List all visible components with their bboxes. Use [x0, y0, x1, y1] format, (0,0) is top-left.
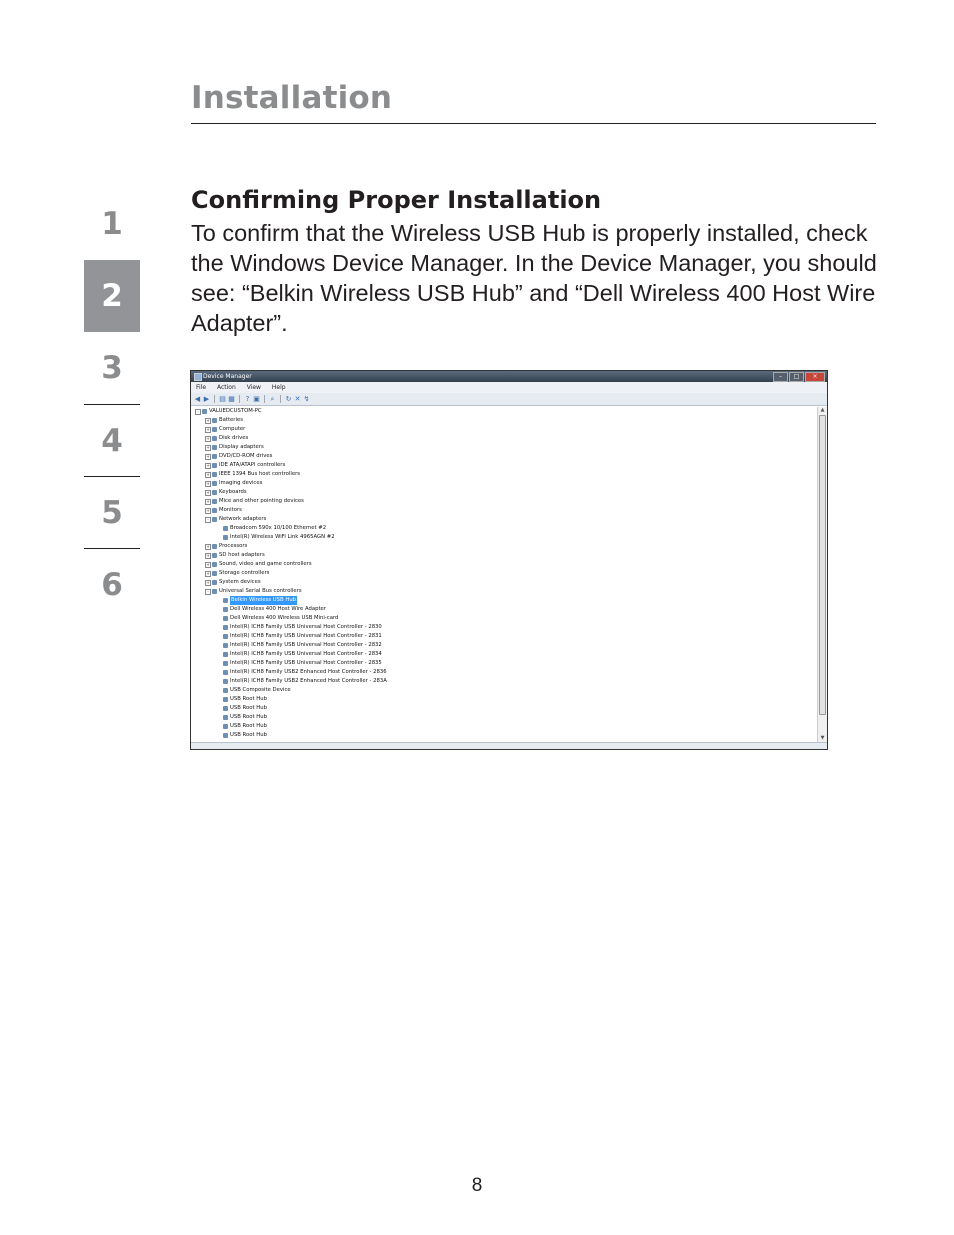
- device-tree: [191, 407, 818, 743]
- expand-icon[interactable]: +: [206, 445, 210, 450]
- tree-item[interactable]: [191, 704, 818, 713]
- tree-item[interactable]: [191, 641, 818, 650]
- expand-icon[interactable]: +: [206, 490, 210, 495]
- tree-item-label: USB Composite Device: [230, 687, 291, 693]
- device-icon: [223, 616, 228, 621]
- device-icon: [223, 697, 228, 702]
- expand-icon[interactable]: +: [206, 508, 210, 513]
- body-paragraph: To confirm that the Wireless USB Hub is properly installed, check the Windows Device Manager. In the Device Manager, you should see: “Belkin Wireless USB Hub” and “Dell Wireless 400 Host Wire Adapter”.: [191, 220, 877, 336]
- back-icon[interactable]: ◀: [194, 394, 201, 403]
- tree-item-label: IDE ATA/ATAPI controllers: [219, 462, 286, 468]
- scan-hardware-icon[interactable]: ⌕: [270, 394, 275, 403]
- tree-item-label: Storage controllers: [219, 570, 270, 576]
- tree-item[interactable]: [191, 569, 818, 578]
- tree-item[interactable]: [191, 416, 818, 425]
- expand-icon[interactable]: +: [206, 499, 210, 504]
- collapse-icon[interactable]: -: [205, 589, 211, 595]
- tree-item[interactable]: [191, 488, 818, 497]
- device-icon: [223, 706, 228, 711]
- device-icon: [212, 436, 217, 441]
- device-icon: [223, 670, 228, 675]
- expand-icon[interactable]: +: [206, 544, 210, 549]
- chapter-tab-3[interactable]: 3: [101, 350, 123, 386]
- device-icon: [212, 571, 217, 576]
- tree-item-label: Sound, video and game controllers: [219, 561, 312, 567]
- tree-item[interactable]: [191, 533, 818, 542]
- device-icon: [223, 733, 228, 738]
- device-icon: [223, 634, 228, 639]
- tree-item-label: USB Root Hub: [230, 696, 267, 702]
- tree-item-label: Universal Serial Bus controllers: [219, 588, 302, 594]
- status-bar: [191, 742, 827, 749]
- tree-item[interactable]: [191, 677, 818, 686]
- show-hidden-icon[interactable]: ▦: [228, 394, 235, 403]
- toolbar-separator: [264, 395, 265, 403]
- device-icon: [212, 481, 217, 486]
- tree-item[interactable]: [191, 506, 818, 515]
- device-icon: [212, 427, 217, 432]
- device-icon: [223, 625, 228, 630]
- tree-item-label: Dell Wireless 400 Host Wire Adapter: [230, 606, 326, 612]
- chapter-nav: [84, 188, 140, 620]
- device-icon: [212, 589, 217, 594]
- device-icon: [223, 724, 228, 729]
- expand-icon[interactable]: +: [206, 418, 210, 423]
- tree-item[interactable]: [191, 452, 818, 461]
- tree-item-label: USB Root Hub: [230, 732, 267, 738]
- tree-item[interactable]: [191, 542, 818, 551]
- tree-item-label: Intel(R) ICH8 Family USB Universal Host Controller - 2832: [230, 642, 382, 648]
- properties-icon[interactable]: ▤: [219, 394, 226, 403]
- tree-item[interactable]: [191, 551, 818, 560]
- tree-item[interactable]: [191, 434, 818, 443]
- device-icon: [202, 409, 207, 414]
- toolbar-separator: [239, 395, 240, 403]
- forward-icon[interactable]: ▶: [203, 394, 210, 403]
- tree-item[interactable]: [191, 560, 818, 569]
- tree-item[interactable]: [191, 524, 818, 533]
- tree-item-label: Disk drives: [219, 435, 249, 441]
- device-icon: [223, 661, 228, 666]
- menu-bar: [191, 382, 827, 393]
- expand-icon[interactable]: +: [206, 427, 210, 432]
- tree-item-label: Keyboards: [219, 489, 247, 495]
- disable-icon[interactable]: ✕: [294, 394, 301, 403]
- device-icon: [223, 679, 228, 684]
- scroll-up-icon[interactable]: ▲: [820, 407, 825, 413]
- tree-item-label: Display adapters: [219, 444, 264, 450]
- device-icon: [223, 607, 228, 612]
- tree-item[interactable]: [191, 479, 818, 488]
- tree-item[interactable]: [191, 668, 818, 677]
- tree-item[interactable]: [191, 407, 818, 416]
- device-icon: [212, 472, 217, 477]
- uninstall-icon[interactable]: ↯: [303, 394, 310, 403]
- title-divider: [191, 123, 876, 124]
- help-icon[interactable]: ?: [245, 394, 250, 403]
- tree-item[interactable]: [191, 443, 818, 452]
- tree-item[interactable]: [191, 497, 818, 506]
- tree-item-label: Intel(R) ICH8 Family USB Universal Host Controller - 2830: [230, 624, 382, 630]
- tree-item-label: Network adapters: [219, 516, 267, 522]
- device-icon: [212, 553, 217, 558]
- tree-item[interactable]: [191, 461, 818, 470]
- expand-icon[interactable]: +: [206, 463, 210, 468]
- chapter-tab-5[interactable]: 5: [84, 476, 140, 548]
- expand-icon[interactable]: +: [206, 454, 210, 459]
- vertical-scrollbar[interactable]: [817, 407, 827, 743]
- tree-item[interactable]: [191, 659, 818, 668]
- chapter-tab-2[interactable]: 2: [84, 260, 140, 332]
- tree-item-label: Intel(R) ICH8 Family USB Universal Host Controller - 2831: [230, 633, 382, 639]
- tree-item-label: USB Root Hub: [230, 705, 267, 711]
- collapse-icon[interactable]: -: [195, 409, 201, 415]
- tree-item-label: Broadcom 590x 10/100 Ethernet #2: [230, 525, 327, 531]
- chapter-tab-1[interactable]: 1: [101, 206, 123, 242]
- device-icon: [212, 418, 217, 423]
- device-manager-screenshot: [190, 370, 828, 750]
- tree-item-label: Computer: [219, 426, 246, 432]
- expand-icon[interactable]: +: [206, 436, 210, 441]
- device-icon: [223, 526, 228, 531]
- update-driver-icon[interactable]: ↻: [285, 394, 292, 403]
- window-title: Device Manager: [203, 373, 252, 380]
- device-icon: [212, 517, 217, 522]
- tree-item[interactable]: [191, 614, 818, 623]
- device-icon: [223, 688, 228, 693]
- tree-item-label: Mice and other pointing devices: [219, 498, 304, 504]
- tree-item-label: USB Root Hub: [230, 714, 267, 720]
- tree-item-label: IEEE 1394 Bus host controllers: [219, 471, 301, 477]
- tree-item-label: Imaging devices: [219, 480, 263, 486]
- device-icon: [212, 580, 217, 585]
- tree-item[interactable]: [191, 686, 818, 695]
- chapter-tab-4[interactable]: 4: [84, 404, 140, 476]
- section-heading: Confirming Proper Installation: [191, 186, 602, 214]
- tree-item[interactable]: [191, 650, 818, 659]
- device-icon: [223, 535, 228, 540]
- expand-icon[interactable]: +: [206, 580, 210, 585]
- toolbar: [191, 393, 827, 406]
- device-icon: [212, 463, 217, 468]
- tree-item-label: Intel(R) ICH8 Family USB2 Enhanced Host Controller - 2836: [230, 669, 387, 675]
- tree-item-label: USB Root Hub: [230, 723, 267, 729]
- device-icon: [212, 454, 217, 459]
- tree-item[interactable]: [191, 722, 818, 731]
- device-icon: [223, 643, 228, 648]
- window-titlebar: [191, 371, 827, 382]
- tree-item-label: Dell Wireless 400 Wireless USB Mini-card: [230, 615, 339, 621]
- window-controls: [773, 372, 825, 382]
- device-icon: [212, 562, 217, 567]
- device-icon: [212, 445, 217, 450]
- tree-item[interactable]: [191, 695, 818, 704]
- tree-item[interactable]: [191, 623, 818, 632]
- section-title: Installation: [191, 80, 393, 116]
- tree-item[interactable]: [191, 596, 818, 605]
- tree-item-label: Intel(R) ICH8 Family USB Universal Host Controller - 2834: [230, 651, 382, 657]
- minimize-icon[interactable]: –: [773, 372, 788, 382]
- page-number: 8: [471, 1175, 483, 1196]
- tree-item-label: VALUEDCUSTOM-PC: [209, 408, 262, 414]
- expand-icon[interactable]: +: [206, 553, 210, 558]
- tree-item-label: Batteries: [219, 417, 243, 423]
- tree-item[interactable]: [191, 731, 818, 740]
- expand-icon[interactable]: +: [206, 571, 210, 576]
- device-icon: [212, 508, 217, 513]
- device-icon: [212, 499, 217, 504]
- tree-item-label: Intel(R) Wireless WiFi Link 4965AGN #2: [230, 534, 335, 540]
- expand-icon[interactable]: +: [206, 472, 210, 477]
- device-icon: [212, 544, 217, 549]
- expand-icon[interactable]: +: [206, 481, 210, 486]
- tree-item-label: SD host adapters: [219, 552, 265, 558]
- menu-view[interactable]: View: [246, 384, 261, 391]
- toolbar-separator: [214, 395, 215, 403]
- scroll-down-icon[interactable]: ▼: [820, 735, 825, 741]
- device-icon: [212, 490, 217, 495]
- tree-item-label: Intel(R) ICH8 Family USB Universal Host Controller - 2835: [230, 660, 382, 666]
- tree-item[interactable]: [191, 578, 818, 587]
- device-icon: [223, 598, 228, 603]
- details-icon[interactable]: ▣: [253, 394, 260, 403]
- tree-item-label: Intel(R) ICH8 Family USB2 Enhanced Host Controller - 283A: [230, 678, 387, 684]
- collapse-icon[interactable]: -: [205, 517, 211, 523]
- tree-item-label: DVD/CD-ROM drives: [219, 453, 273, 459]
- tree-item[interactable]: [191, 713, 818, 722]
- menu-action[interactable]: Action: [216, 384, 236, 391]
- tree-item[interactable]: [191, 515, 818, 524]
- tree-item[interactable]: [191, 632, 818, 641]
- tree-item[interactable]: [191, 587, 818, 596]
- device-icon: [223, 652, 228, 657]
- expand-icon[interactable]: +: [206, 562, 210, 567]
- close-icon[interactable]: ×: [805, 372, 825, 382]
- menu-file[interactable]: File: [196, 384, 207, 391]
- tree-item-label: Belkin Wireless USB Hub: [231, 597, 297, 603]
- device-manager-icon: [194, 373, 202, 381]
- tree-item[interactable]: [191, 470, 818, 479]
- menu-help[interactable]: Help: [271, 384, 286, 391]
- toolbar-separator: [280, 395, 281, 403]
- tree-item[interactable]: [191, 425, 818, 434]
- chapter-tab-6[interactable]: 6: [84, 548, 140, 620]
- tree-item[interactable]: [191, 605, 818, 614]
- tree-item-label: System devices: [219, 579, 261, 585]
- tree-item-label: Monitors: [219, 507, 242, 513]
- scroll-thumb[interactable]: [819, 415, 826, 715]
- tree-item-label: Processors: [219, 543, 248, 549]
- device-icon: [223, 715, 228, 720]
- maximize-icon[interactable]: □: [789, 372, 804, 382]
